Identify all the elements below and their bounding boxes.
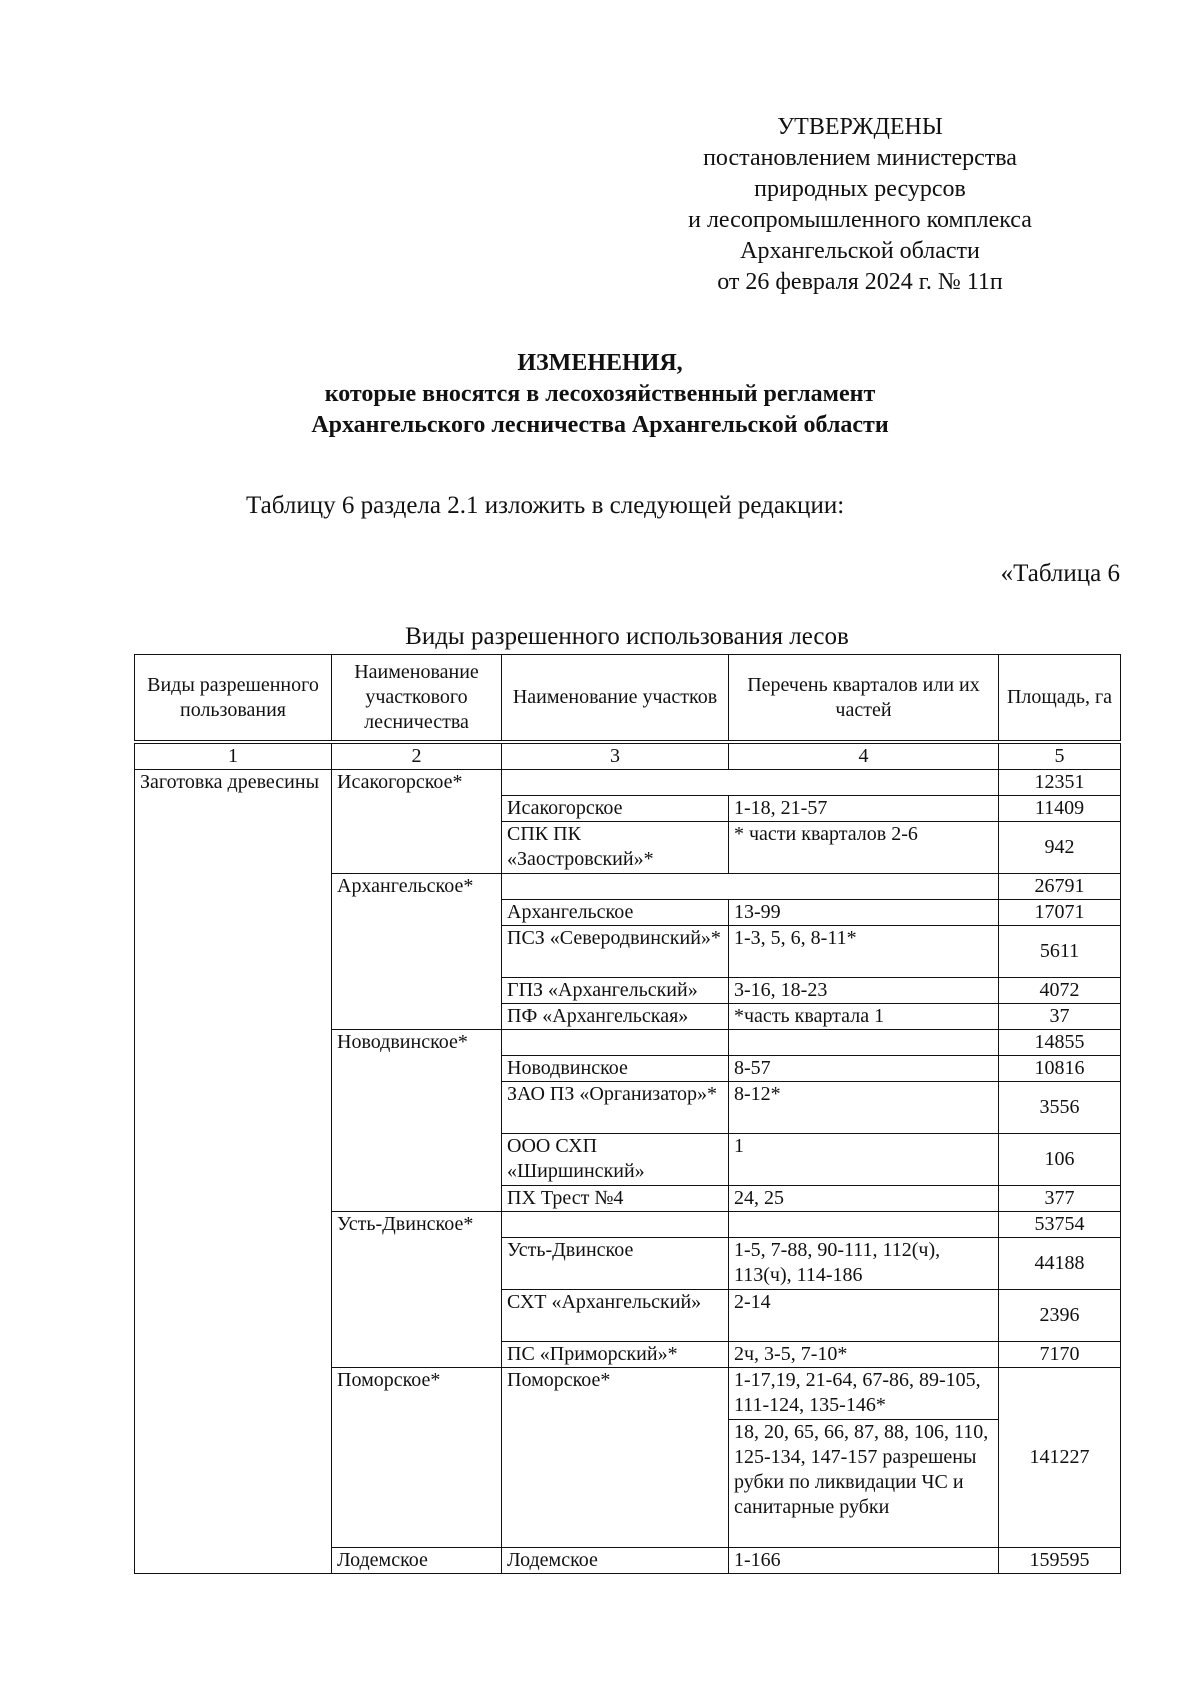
- forestry-name: Исакогорское*: [332, 770, 502, 874]
- quarters-list: 1-18, 21-57: [729, 796, 999, 822]
- site-name: Лодемское: [502, 1548, 729, 1574]
- site-name: ПСЗ «Северодвинский»*: [502, 926, 729, 978]
- site-name: Архангельское: [502, 900, 729, 926]
- site-name: Поморское*: [502, 1368, 729, 1548]
- title-line: которые вносятся в лесохозяйственный регламент: [324, 381, 876, 407]
- title-line: ИЗМЕНЕНИЯ,: [517, 350, 683, 376]
- quarters-list: 2-14: [729, 1290, 999, 1342]
- forestry-name: Лодемское: [332, 1548, 502, 1574]
- empty-cell: [729, 1030, 999, 1056]
- forestry-total-area: 12351: [999, 770, 1121, 796]
- quarters-list: 13-99: [729, 900, 999, 926]
- header-cell: Виды разрешенного пользования: [135, 655, 332, 741]
- quarters-list: *часть квартала 1: [729, 1004, 999, 1030]
- forestry-name: Усть-Двинское*: [332, 1212, 502, 1368]
- site-name: СПК ПК «Заостровский»*: [502, 822, 729, 874]
- quarters-list: 3-16, 18-23: [729, 978, 999, 1004]
- column-number: 1: [135, 744, 332, 770]
- quarters-list: 8-57: [729, 1056, 999, 1082]
- table-reference: «Таблица 6: [1000, 560, 1120, 587]
- forestry-total-area: 26791: [999, 874, 1121, 900]
- header-table: [134, 654, 1121, 741]
- document-title: [100, 348, 1100, 441]
- data-table: [134, 743, 1121, 1574]
- quarters-list: 1: [729, 1134, 999, 1186]
- site-area: 2396: [999, 1290, 1121, 1342]
- empty-cell: [502, 1212, 729, 1238]
- site-area: 159595: [999, 1548, 1121, 1574]
- header-cell: Наименование участков: [502, 655, 729, 741]
- site-area: 37: [999, 1004, 1121, 1030]
- site-area: 3556: [999, 1082, 1121, 1134]
- approval-line: Архангельской области: [740, 238, 980, 264]
- site-name: ПФ «Архангельская»: [502, 1004, 729, 1030]
- quarters-list: 18, 20, 65, 66, 87, 88, 106, 110, 125-134, 147-157 разрешены рубки по ликвидации ЧС и санитарные рубки: [729, 1420, 999, 1548]
- quarters-list: 2ч, 3-5, 7-10*: [729, 1342, 999, 1368]
- header-cell: Площадь, га: [999, 655, 1121, 741]
- site-name: ГПЗ «Архангельский»: [502, 978, 729, 1004]
- site-name: Усть-Двинское: [502, 1238, 729, 1290]
- site-area: 377: [999, 1186, 1121, 1212]
- approval-line: постановлением министерства: [703, 145, 1017, 171]
- site-area: 942: [999, 822, 1121, 874]
- column-number: 5: [999, 744, 1121, 770]
- site-area: 44188: [999, 1238, 1121, 1290]
- usage-type: Заготовка древесины: [135, 770, 332, 1574]
- forestry-total-area: 14855: [999, 1030, 1121, 1056]
- quarters-list: 1-3, 5, 6, 8-11*: [729, 926, 999, 978]
- site-area: 10816: [999, 1056, 1121, 1082]
- site-area: 17071: [999, 900, 1121, 926]
- approval-heading: УТВЕРЖДЕНЫ: [777, 114, 943, 140]
- column-number: 2: [332, 744, 502, 770]
- forestry-name: Поморское*: [332, 1368, 502, 1548]
- forestry-name: Архангельское*: [332, 874, 502, 1030]
- instruction-text: Таблицу 6 раздела 2.1 изложить в следующей редакции:: [246, 492, 845, 519]
- site-area: 7170: [999, 1342, 1121, 1368]
- site-name: ПХ Трест №4: [502, 1186, 729, 1212]
- approval-line: природных ресурсов: [754, 176, 966, 202]
- quarters-list: * части кварталов 2-6: [729, 822, 999, 874]
- header-cell: Наименование участкового лесничества: [332, 655, 502, 741]
- column-number: 3: [502, 744, 729, 770]
- site-name: Исакогорское: [502, 796, 729, 822]
- empty-cell: [502, 770, 999, 796]
- empty-cell: [502, 1030, 729, 1056]
- table-caption: Виды разрешенного использования лесов: [405, 623, 849, 650]
- quarters-list: 1-17,19, 21-64, 67-86, 89-105, 111-124, 135-146*: [729, 1368, 999, 1420]
- table-row: [135, 770, 1121, 796]
- approval-block: [640, 112, 1080, 298]
- title-line: Архангельского лесничества Архангельской области: [311, 412, 889, 438]
- quarters-list: 1-166: [729, 1548, 999, 1574]
- empty-cell: [729, 1212, 999, 1238]
- approval-line: и лесопромышленного комплекса: [688, 207, 1032, 233]
- quarters-list: 8-12*: [729, 1082, 999, 1134]
- site-name: Новодвинское: [502, 1056, 729, 1082]
- site-name: ЗАО ПЗ «Организатор»*: [502, 1082, 729, 1134]
- site-area: 141227: [999, 1368, 1121, 1548]
- header-cell: Перечень кварталов или их частей: [729, 655, 999, 741]
- site-name: СХТ «Архангельский»: [502, 1290, 729, 1342]
- forestry-total-area: 53754: [999, 1212, 1121, 1238]
- site-area: 106: [999, 1134, 1121, 1186]
- site-area: 11409: [999, 796, 1121, 822]
- column-number-row: [135, 744, 1121, 770]
- site-area: 4072: [999, 978, 1121, 1004]
- approval-date: от 26 февраля 2024 г. № 11п: [717, 269, 1003, 295]
- header-row: [135, 655, 1121, 741]
- forestry-name: Новодвинское*: [332, 1030, 502, 1212]
- site-name: ООО СХП «Ширшинский»: [502, 1134, 729, 1186]
- column-number: 4: [729, 744, 999, 770]
- empty-cell: [502, 874, 999, 900]
- site-area: 5611: [999, 926, 1121, 978]
- quarters-list: 24, 25: [729, 1186, 999, 1212]
- site-name: ПС «Приморский»*: [502, 1342, 729, 1368]
- quarters-list: 1-5, 7-88, 90-111, 112(ч), 113(ч), 114-186: [729, 1238, 999, 1290]
